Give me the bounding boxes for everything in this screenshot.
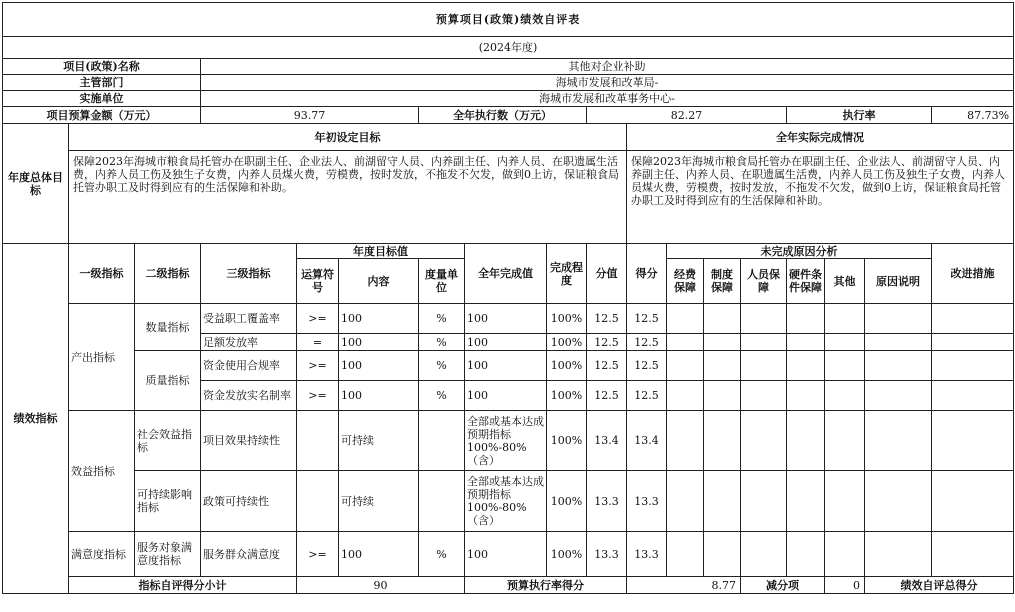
row-completed: 100 [465, 381, 547, 411]
row-operator: >= [297, 351, 339, 381]
row-unit: % [419, 334, 465, 351]
header-score-got: 得分 [627, 244, 667, 304]
empty-cell [825, 532, 865, 577]
empty-cell [741, 381, 787, 411]
empty-cell [865, 411, 932, 471]
execution-rate-label: 执行率 [787, 107, 932, 124]
row-completed: 全部或基本达成预期指标100%-80%（含） [465, 411, 547, 471]
group-quantity: 数量指标 [135, 304, 201, 351]
implementing-unit-value: 海城市发展和改革事务中心- [201, 91, 1014, 107]
row-got: 12.5 [627, 334, 667, 351]
empty-cell [787, 334, 825, 351]
row-level3: 政策可持续性 [201, 471, 297, 532]
row-degree: 100% [547, 411, 587, 471]
row-operator [297, 471, 339, 532]
empty-cell [704, 411, 741, 471]
header-reason-staff: 人员保障 [741, 259, 787, 304]
empty-cell [932, 304, 1014, 334]
row-unit: % [419, 304, 465, 334]
group-service: 服务对象满意度指标 [135, 532, 201, 577]
executed-amount-label: 全年执行数（万元） [419, 107, 587, 124]
empty-cell [825, 381, 865, 411]
empty-cell [667, 351, 704, 381]
row-content: 100 [339, 381, 419, 411]
empty-cell [704, 334, 741, 351]
row-operator [297, 411, 339, 471]
row-operator: >= [297, 381, 339, 411]
deduction-value: 0 [825, 577, 865, 594]
header-reason-group: 未完成原因分析 [667, 244, 932, 259]
department-label: 主管部门 [3, 75, 201, 91]
row-level3: 服务群众满意度 [201, 532, 297, 577]
header-reason-system: 制度保障 [704, 259, 741, 304]
empty-cell [704, 304, 741, 334]
row-unit: % [419, 381, 465, 411]
row-got: 13.3 [627, 532, 667, 577]
header-operator: 运算符号 [297, 259, 339, 304]
empty-cell [865, 532, 932, 577]
row-level3: 资金发放实名制率 [201, 381, 297, 411]
row-content: 100 [339, 351, 419, 381]
empty-cell [825, 471, 865, 532]
header-completion-degree: 完成程度 [547, 244, 587, 304]
empty-cell [932, 532, 1014, 577]
group-satisfaction: 满意度指标 [69, 532, 135, 577]
report-year: (2024年度) [3, 37, 1014, 59]
budget-amount-label: 项目预算金额（万元） [3, 107, 201, 124]
empty-cell [667, 532, 704, 577]
empty-cell [825, 304, 865, 334]
exec-score-label: 预算执行率得分 [465, 577, 627, 594]
implementing-unit-label: 实施单位 [3, 91, 201, 107]
empty-cell [741, 471, 787, 532]
row-score: 12.5 [587, 304, 627, 334]
executed-amount-value: 82.27 [587, 107, 787, 124]
row-unit: % [419, 532, 465, 577]
header-level2: 二级指标 [135, 244, 201, 304]
empty-cell [932, 381, 1014, 411]
header-score-value: 分值 [587, 244, 627, 304]
row-degree: 100% [547, 381, 587, 411]
empty-cell [741, 532, 787, 577]
empty-cell [667, 381, 704, 411]
empty-cell [932, 334, 1014, 351]
row-unit: % [419, 351, 465, 381]
row-level3: 资金使用合规率 [201, 351, 297, 381]
row-unit [419, 471, 465, 532]
empty-cell [787, 411, 825, 471]
empty-cell [787, 532, 825, 577]
row-got: 12.5 [627, 351, 667, 381]
empty-cell [704, 351, 741, 381]
row-degree: 100% [547, 304, 587, 334]
group-quality: 质量指标 [135, 351, 201, 411]
empty-cell [865, 334, 932, 351]
row-got: 12.5 [627, 304, 667, 334]
row-level3: 受益职工覆盖率 [201, 304, 297, 334]
header-improvement: 改进措施 [932, 244, 1014, 304]
header-unit: 度量单位 [419, 259, 465, 304]
empty-cell [932, 351, 1014, 381]
empty-cell [865, 381, 932, 411]
deduction-label: 减分项 [741, 577, 825, 594]
row-completed: 100 [465, 304, 547, 334]
row-content: 100 [339, 334, 419, 351]
empty-cell [741, 351, 787, 381]
row-score: 12.5 [587, 351, 627, 381]
department-value: 海城市发展和改革局- [201, 75, 1014, 91]
header-reason-funding: 经费保障 [667, 259, 704, 304]
page-title: 预算项目(政策)绩效自评表 [3, 3, 1014, 37]
empty-cell [741, 334, 787, 351]
row-degree: 100% [547, 334, 587, 351]
empty-cell [865, 351, 932, 381]
empty-cell [704, 471, 741, 532]
total-score-label: 绩效自评总得分 [865, 577, 1014, 594]
empty-cell [787, 471, 825, 532]
empty-cell [932, 411, 1014, 471]
row-operator: >= [297, 532, 339, 577]
empty-cell [865, 471, 932, 532]
performance-indicators-label: 绩效指标 [3, 244, 69, 594]
header-reason-other: 其他 [825, 259, 865, 304]
empty-cell [741, 411, 787, 471]
row-completed: 100 [465, 351, 547, 381]
row-got: 13.3 [627, 471, 667, 532]
empty-cell [865, 304, 932, 334]
actual-completion-header: 全年实际完成情况 [627, 124, 1014, 151]
actual-completion-text: 保障2023年海城市粮食局托管办在职副主任、企业法人、前湖留守人员、内养副主任、内养人员、在职遗属生活费，内养人员工伤及独生子女费，内养人员煤火费，劳模费，按时发放，不拖发不欠发，做到0上访，保证粮食局托管办职工及时得到应有的生活保障和补助。 [627, 151, 1014, 244]
group-benefit: 效益指标 [69, 411, 135, 532]
empty-cell [667, 471, 704, 532]
row-level3: 项目效果持续性 [201, 411, 297, 471]
empty-cell [787, 381, 825, 411]
empty-cell [667, 411, 704, 471]
row-completed: 100 [465, 334, 547, 351]
empty-cell [787, 304, 825, 334]
empty-cell [825, 411, 865, 471]
empty-cell [825, 334, 865, 351]
row-content: 100 [339, 532, 419, 577]
empty-cell [704, 532, 741, 577]
annual-goals-label: 年度总体目标 [3, 124, 69, 244]
row-degree: 100% [547, 532, 587, 577]
empty-cell [741, 304, 787, 334]
row-content: 100 [339, 304, 419, 334]
subtotal-label: 指标自评得分小计 [69, 577, 297, 594]
row-score: 13.3 [587, 532, 627, 577]
header-reason-hardware: 硬件条件保障 [787, 259, 825, 304]
empty-cell [667, 334, 704, 351]
row-operator: >= [297, 304, 339, 334]
row-score: 12.5 [587, 381, 627, 411]
header-content: 内容 [339, 259, 419, 304]
budget-amount-value: 93.77 [201, 107, 419, 124]
row-score: 13.3 [587, 471, 627, 532]
row-unit [419, 411, 465, 471]
exec-score-value: 8.77 [627, 577, 741, 594]
row-score: 13.4 [587, 411, 627, 471]
header-level1: 一级指标 [69, 244, 135, 304]
row-got: 12.5 [627, 381, 667, 411]
row-content: 可持续 [339, 471, 419, 532]
empty-cell [825, 351, 865, 381]
row-level3: 足额发放率 [201, 334, 297, 351]
empty-cell [932, 471, 1014, 532]
group-social: 社会效益指标 [135, 411, 201, 471]
row-got: 13.4 [627, 411, 667, 471]
header-target-group: 年度目标值 [297, 244, 465, 259]
project-name-label: 项目(政策)名称 [3, 59, 201, 75]
subtotal-value: 90 [297, 577, 465, 594]
project-name-value: 其他对企业补助 [201, 59, 1014, 75]
row-degree: 100% [547, 351, 587, 381]
header-completed-value: 全年完成值 [465, 244, 547, 304]
evaluation-sheet [2, 2, 1013, 608]
empty-cell [667, 304, 704, 334]
group-sustain: 可持续影响指标 [135, 471, 201, 532]
row-content: 可持续 [339, 411, 419, 471]
header-level3: 三级指标 [201, 244, 297, 304]
execution-rate-value: 87.73% [932, 107, 1014, 124]
evaluation-table [2, 2, 1014, 594]
row-score: 12.5 [587, 334, 627, 351]
initial-goal-header: 年初设定目标 [69, 124, 627, 151]
row-completed: 全部或基本达成预期指标100%-80%（含） [465, 471, 547, 532]
empty-cell [704, 381, 741, 411]
initial-goal-text: 保障2023年海城市粮食局托管办在职副主任、企业法人、前湖留守人员、内养副主任、内养人员、在职遗属生活费，内养人员工伤及独生子女费，内养人员煤火费，劳模费，按时发放，不拖发不欠发，做到0上访，保证粮食局托管办职工及时得到应有的生活保障和补助。 [69, 151, 627, 244]
empty-cell [787, 351, 825, 381]
header-reason-explanation: 原因说明 [865, 259, 932, 304]
group-output: 产出指标 [69, 304, 135, 411]
row-degree: 100% [547, 471, 587, 532]
row-operator: = [297, 334, 339, 351]
row-completed: 100 [465, 532, 547, 577]
